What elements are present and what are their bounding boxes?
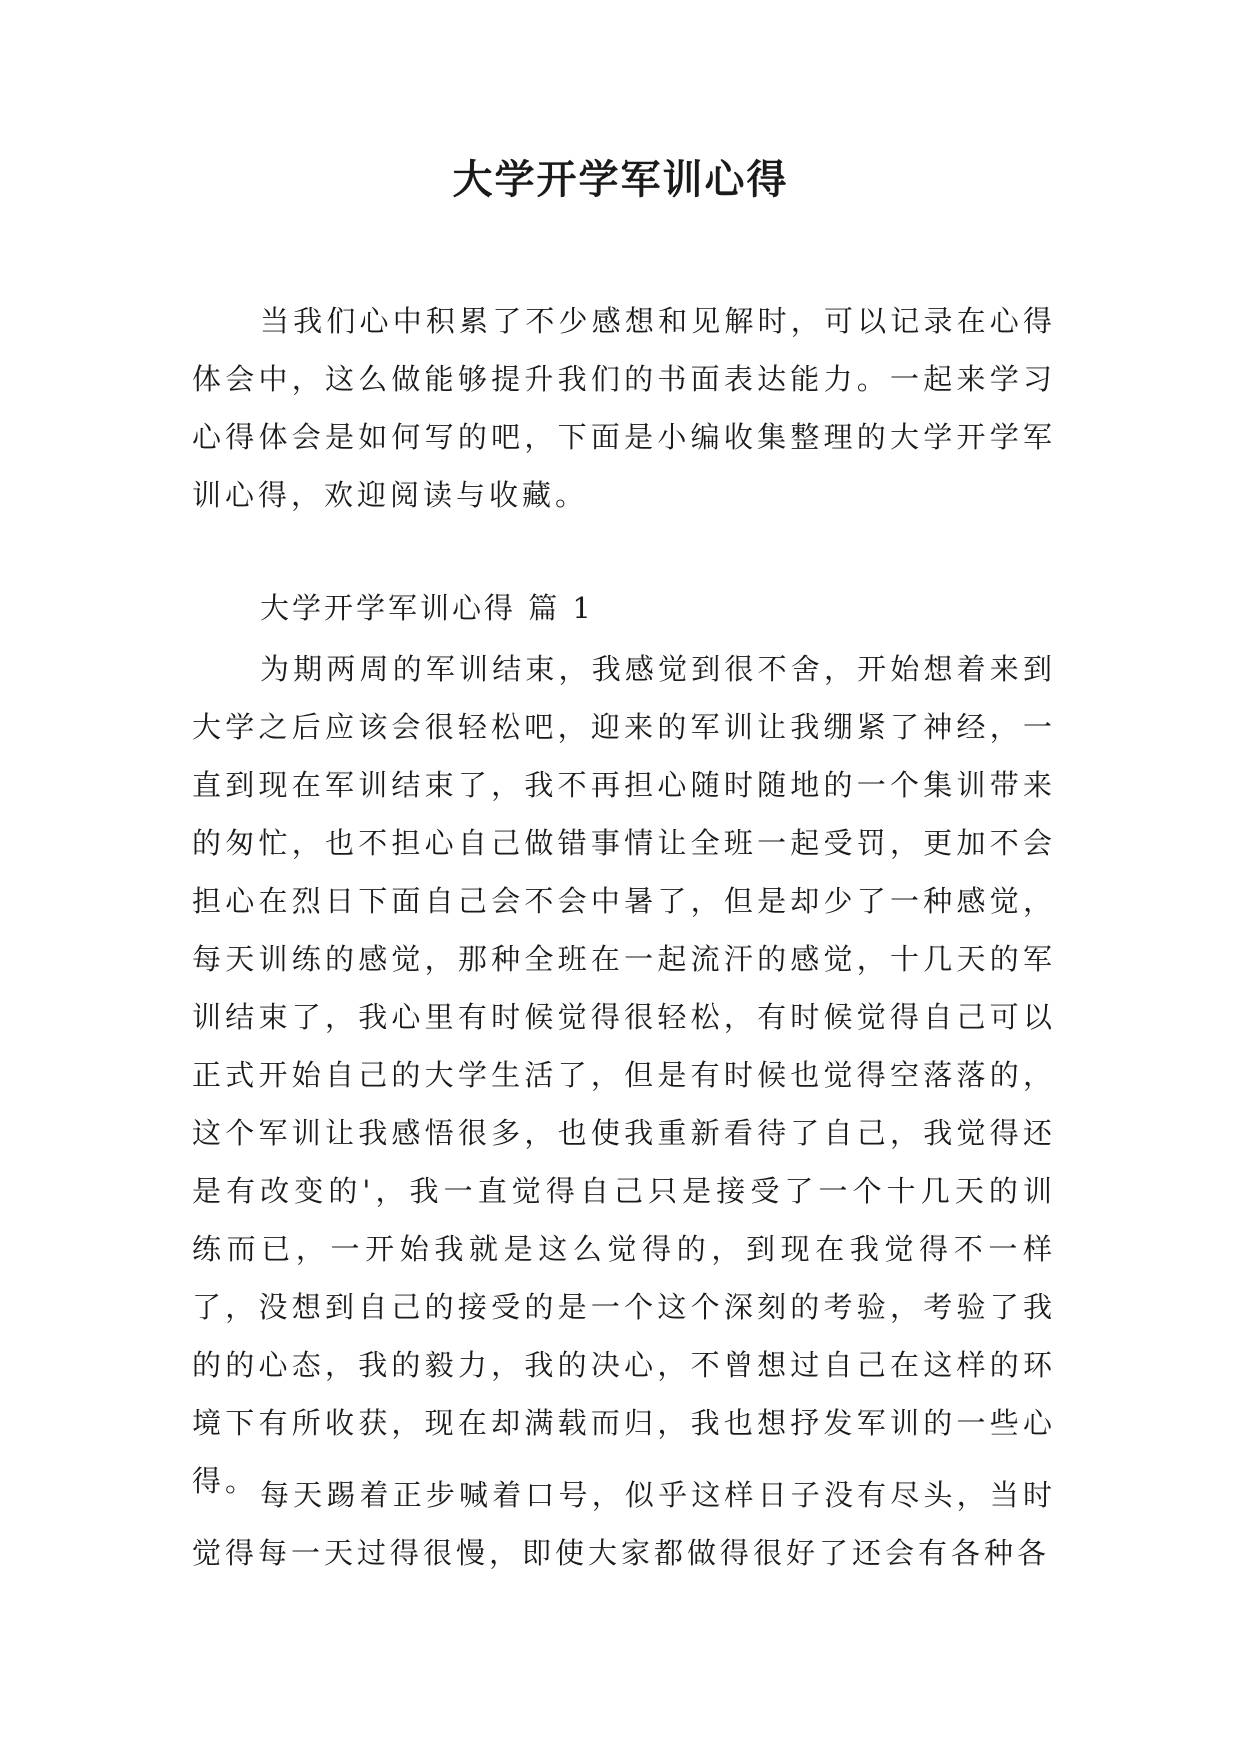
document-title: 大学开学军训心得 (452, 157, 789, 203)
section-heading: 大学开学军训心得 篇 1 (260, 591, 594, 625)
body-paragraph: 为期两周的军训结束，我感觉到很不舍，开始想着来到大学之后应该会很轻松吧，迎来的军训让我绷紧了神经，一直到现在军训结束了，我不再担心随时随地的一个集训带来的匆忙，也不担心自己做错事情让全班一起受罚，更加不会担心在烈日下面自己会不会中暑了，但是却少了一种感觉，每天训练的感觉，那种全班在一起流汗的感觉，十几天的军训结束了，我心里有时候觉得很轻松，有时候觉得自己可以正式开始自己的大学生活了，但是有时候也觉得空落落的，这个军训让我感悟很多，也使我重新看待了自己，我觉得还是有改变的'，我一直觉得自己只是接受了一个十几天的训练而已，一开始我就是这么觉得的，到现在我觉得不一样了，没想到自己的接受的是一个这个深刻的考验，考验了我的的心态，我的毅力，我的决心，不曾想过自己在这样的环境下有所收获，现在却满载而归，我也想抒发军训的一些心得。 (192, 652, 1056, 1498)
body-paragraph: 每天踢着正步喊着口号，似乎这样日子没有尽头，当时觉得每一天过得很慢，即使大家都做得很好了还会有各种各 (192, 1478, 1056, 1570)
intro-paragraph: 当我们心中积累了不少感想和见解时，可以记录在心得体会中，这么做能够提升我们的书面表达能力。一起来学习心得体会是如何写的吧，下面是小编收集整理的大学开学军训心得，欢迎阅读与收藏。 (192, 304, 1056, 512)
